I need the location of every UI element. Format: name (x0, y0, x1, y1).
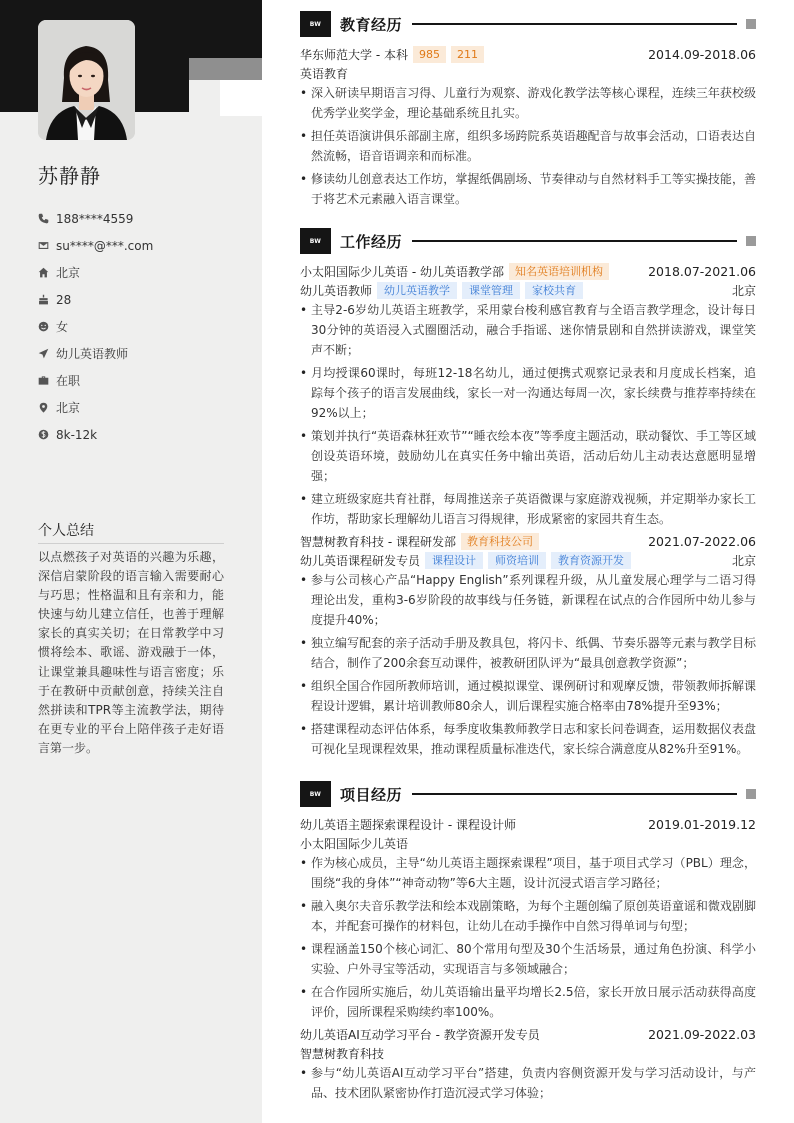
bullet-item: • 融入奥尔夫音乐教学法和绘本戏剧策略，为每个主题创编了原创英语童谣和微戏剧脚本，并配套可操作的材料包，让幼儿在动手操作中自然习得单词与句型； (300, 896, 756, 936)
company-tag: 知名英语培训机构 (509, 263, 609, 280)
info-home (38, 259, 238, 286)
position-row (300, 281, 756, 300)
project-org-row (300, 834, 756, 853)
info-phone (38, 205, 238, 232)
education-row (300, 45, 756, 64)
section-title: 教育经历 (340, 15, 403, 34)
sidebar-accent-block (220, 80, 262, 116)
home-icon (38, 266, 56, 280)
contact-info-list (38, 205, 238, 448)
info-age (38, 286, 238, 313)
bullet-item: • 参与“幼儿英语AI互动学习平台”搭建，负责内容侧资源开发与学习活动设计，与产品、技术团队紧密协作打造沉浸式学习体验； (300, 1063, 756, 1103)
bullet-item: • 课程涵盖150个核心词汇、80个常用句型及30个生活场景，通过角色扮演、科学小实验、户外寻宝等活动，实现语言与多领域融合； (300, 939, 756, 979)
education-section (300, 11, 756, 212)
position-tag: 家校共育 (525, 282, 583, 299)
phone-icon (38, 212, 56, 226)
info-salary (38, 421, 238, 448)
school-tag: 211 (451, 46, 484, 63)
info-text: 188****4559 (56, 211, 134, 226)
project-entry (300, 1025, 756, 1103)
info-gender (38, 313, 238, 340)
section-badge: BW (300, 228, 331, 254)
work-city: 北京 (731, 284, 756, 298)
location-icon (38, 401, 56, 415)
info-text: 28 (56, 292, 72, 307)
info-text: 8k-12k (56, 427, 98, 442)
position: 幼儿英语教师 (300, 284, 373, 298)
sidebar (0, 0, 262, 1123)
work-city: 北京 (731, 554, 756, 568)
bullet-item: • 修读幼儿创意表达工作坊，掌握纸偶剧场、节奏律动与自然材料手工等实操技能，善于将艺术元素融入语言课堂。 (300, 169, 756, 209)
company-row (300, 262, 756, 281)
work-bullets (300, 570, 756, 759)
email-icon (38, 239, 56, 253)
profile-name: 苏静静 (38, 164, 101, 188)
bullet-item: • 搭建课程动态评估体系，每季度收集教师教学日志和家长问卷调查，运用数据仪表盘可视化呈现课程效果，推动课程质量标准迭代，家长综合满意度从82%升至91%。 (300, 719, 756, 759)
gender-icon (38, 320, 56, 334)
bullet-item: • 建立班级家庭共育社群，每周推送亲子英语微课与家庭游戏视频，并定期举办家长工作坊，帮助家长理解幼儿语言习得规律，形成紧密的家园共育生态。 (300, 489, 756, 529)
education-bullets (300, 83, 756, 209)
company-name: 小太阳国际少儿英语 - 幼儿英语教学部 (300, 265, 504, 279)
position-tag: 师资培训 (488, 552, 546, 569)
work-section (300, 228, 756, 762)
project-org-row (300, 1044, 756, 1063)
project-date: 2021.09-2022.03 (648, 1027, 756, 1042)
position-row (300, 551, 756, 570)
section-divider (412, 23, 737, 25)
section-header (300, 228, 756, 254)
work-date: 2021.07-2022.06 (648, 534, 756, 549)
section-header (300, 11, 756, 37)
company-tag: 教育科技公司 (461, 533, 539, 550)
work-entry (300, 262, 756, 529)
section-divider (412, 240, 737, 242)
bullet-item: • 深入研读早期语言习得、儿童行为观察、游戏化教学法等核心课程，连续三年获校级优秀学业奖学金，理论基础系统且扎实。 (300, 83, 756, 123)
info-text: 北京 (56, 266, 81, 280)
info-location (38, 394, 238, 421)
project-bullets (300, 1063, 756, 1103)
bullet-item: • 策划并执行“英语森林狂欢节”“睡衣绘本夜”等季度主题活动，联动餐饮、手工等区域创设英语环境，鼓励幼儿在真实任务中输出英语，活动后幼儿主动表达意愿明显增强； (300, 426, 756, 486)
project-bullets (300, 853, 756, 1022)
salary-icon (38, 428, 56, 442)
info-text: su****@***.com (56, 238, 154, 253)
section-badge: BW (300, 781, 331, 807)
section-title: 项目经历 (340, 785, 403, 804)
education-date: 2014.09-2018.06 (648, 47, 756, 62)
work-entry (300, 532, 756, 759)
project-row (300, 815, 756, 834)
bullet-item: • 在合作园所实施后，幼儿英语输出量平均增长2.5倍，家长开放日展示活动获得高度评价，园所课程采购续约率100%。 (300, 982, 756, 1022)
section-badge: BW (300, 11, 331, 37)
avatar (38, 20, 135, 140)
info-text: 幼儿英语教师 (56, 347, 129, 361)
project-org: 智慧树教育科技 (300, 1047, 385, 1061)
projects-section (300, 781, 756, 1106)
position-tag: 教育资源开发 (551, 552, 631, 569)
position-tag: 幼儿英语教学 (377, 282, 457, 299)
sidebar-accent-block (189, 58, 262, 80)
project-name: 幼儿英语主题探索课程设计 - 课程设计师 (300, 818, 516, 832)
info-text: 女 (56, 320, 69, 334)
info-job (38, 340, 238, 367)
info-email (38, 232, 238, 259)
bullet-item: • 作为核心成员，主导“幼儿英语主题探索课程”项目，基于项目式学习（PBL）理念，围绕“我的身体”“神奇动物”等6大主题，设计沉浸式语言学习路径； (300, 853, 756, 893)
info-text: 北京 (56, 401, 81, 415)
cake-icon (38, 293, 56, 307)
section-header (300, 781, 756, 807)
bullet-item: • 月均授课60课时，每班12-18名幼儿，通过便携式观察记录表和月度成长档案，追踪每个孩子的语言发展曲线，家长一对一沟通达每周一次，家长续费与推荐率持续在92%以上； (300, 363, 756, 423)
info-status (38, 367, 238, 394)
project-row (300, 1025, 756, 1044)
position-tag: 课程设计 (425, 552, 483, 569)
major-row (300, 64, 756, 83)
summary-text: 以点燃孩子对英语的兴趣为乐趣，深信启蒙阶段的语言输入需要耐心与巧思；性格温和且有亲和力，能快速与幼儿建立信任，也善于理解家长的真实关切；在日常教学中习惯将绘本、歌谣、游戏融于一体，让课堂兼具趣味性与语言密度；乐于在教研中贡献创意，持续关注自然拼读和TPR等主流教学法，期待在更专业的平台上陪伴孩子走好语言第一步。 (38, 550, 224, 755)
school-name: 华东师范大学 - 本科 (300, 48, 408, 62)
bullet-item: • 组织全国合作园所教师培训，通过模拟课堂、课例研讨和观摩反馈，带领教师拆解课程设计逻辑，累计培训教师80余人，训后课程实施合格率由78%提升至93%； (300, 676, 756, 716)
section-title: 工作经历 (340, 232, 403, 251)
work-bullets (300, 300, 756, 529)
bullet-item: • 担任英语演讲俱乐部副主席，组织多场跨院系英语趣配音与故事会活动，口语表达自然流畅，语音语调亲和而标准。 (300, 126, 756, 166)
position: 幼儿英语课程研发专员 (300, 554, 421, 568)
project-org: 小太阳国际少儿英语 (300, 837, 409, 851)
briefcase-icon (38, 374, 56, 388)
section-divider (412, 793, 737, 795)
info-text: 在职 (56, 374, 81, 388)
bullet-item: • 独立编写配套的亲子活动手册及教具包，将闪卡、纸偶、节奏乐器等元素与教学目标结合，制作了200余套互动课件，被教研团队评为“最具创意教学资源”； (300, 633, 756, 673)
section-square-icon (746, 789, 756, 799)
company-row (300, 532, 756, 551)
summary-title: 个人总结 (38, 520, 224, 544)
education-entry (300, 45, 756, 209)
major: 英语教育 (300, 67, 349, 81)
section-square-icon (746, 19, 756, 29)
position-tag: 课堂管理 (462, 282, 520, 299)
company-name: 智慧树教育科技 - 课程研发部 (300, 535, 456, 549)
job-icon (38, 347, 56, 361)
school-tag: 985 (413, 46, 446, 63)
project-entry (300, 815, 756, 1022)
project-name: 幼儿英语AI互动学习平台 - 教学资源开发专员 (300, 1028, 540, 1042)
section-square-icon (746, 236, 756, 246)
bullet-item: • 参与公司核心产品“Happy English”系列课程升级，从儿童发展心理学与二语习得理论出发，重构3-6岁阶段的故事线与任务链，新课程在试点的合作园所中幼儿参与度提升40%； (300, 570, 756, 630)
work-date: 2018.07-2021.06 (648, 264, 756, 279)
bullet-item: • 主导2-6岁幼儿英语主班教学，采用蒙台梭利感官教育与全语言教学理念，设计每日30分钟的英语浸入式圈圈活动，融合手指谣、迷你情景剧和自然拼读游戏，课堂笑声不断； (300, 300, 756, 360)
project-date: 2019.01-2019.12 (648, 817, 756, 832)
